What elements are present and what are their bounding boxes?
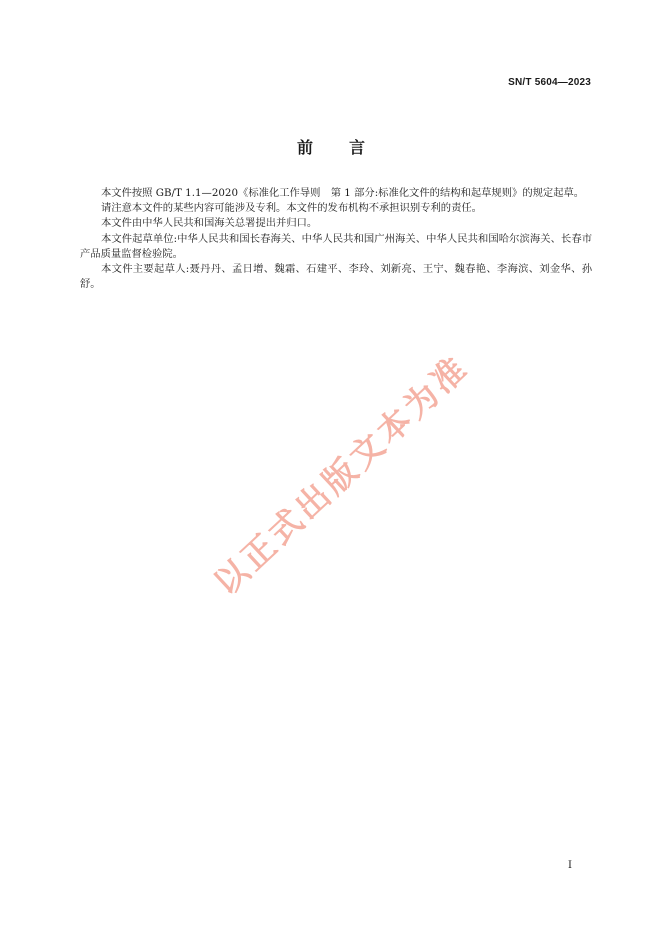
paragraph-patent-notice: 请注意本文件的某些内容可能涉及专利。本文件的发布机构不承担识别专利的责任。: [101, 202, 482, 215]
paragraph-drafters: 本文件主要起草人:聂丹丹、孟日增、魏霜、石建平、李玲、刘新亮、王宁、魏春艳、李海滨、刘金华、孙舒。: [80, 263, 592, 291]
paragraph-drafting-rules: 本文件按照 GB/T 1.1—2020《标准化工作导则 第 1 部分:标准化文件的结构和起草规则》的规定起草。: [101, 187, 585, 199]
document-code: SN/T 5604—2023: [508, 77, 591, 88]
foreword-body: [80, 186, 592, 292]
page-title: 前言: [296, 138, 401, 157]
page-number: I: [568, 860, 572, 871]
paragraph-proposer: 本文件由中华人民共和国海关总署提出并归口。: [101, 217, 318, 230]
watermark: 以正式出版文本为准: [206, 347, 477, 603]
paragraph-drafting-units: 本文件起草单位:中华人民共和国长春海关、中华人民共和国广州海关、中华人民共和国哈尔滨海关、长春市产品质量监督检验院。: [80, 232, 592, 260]
